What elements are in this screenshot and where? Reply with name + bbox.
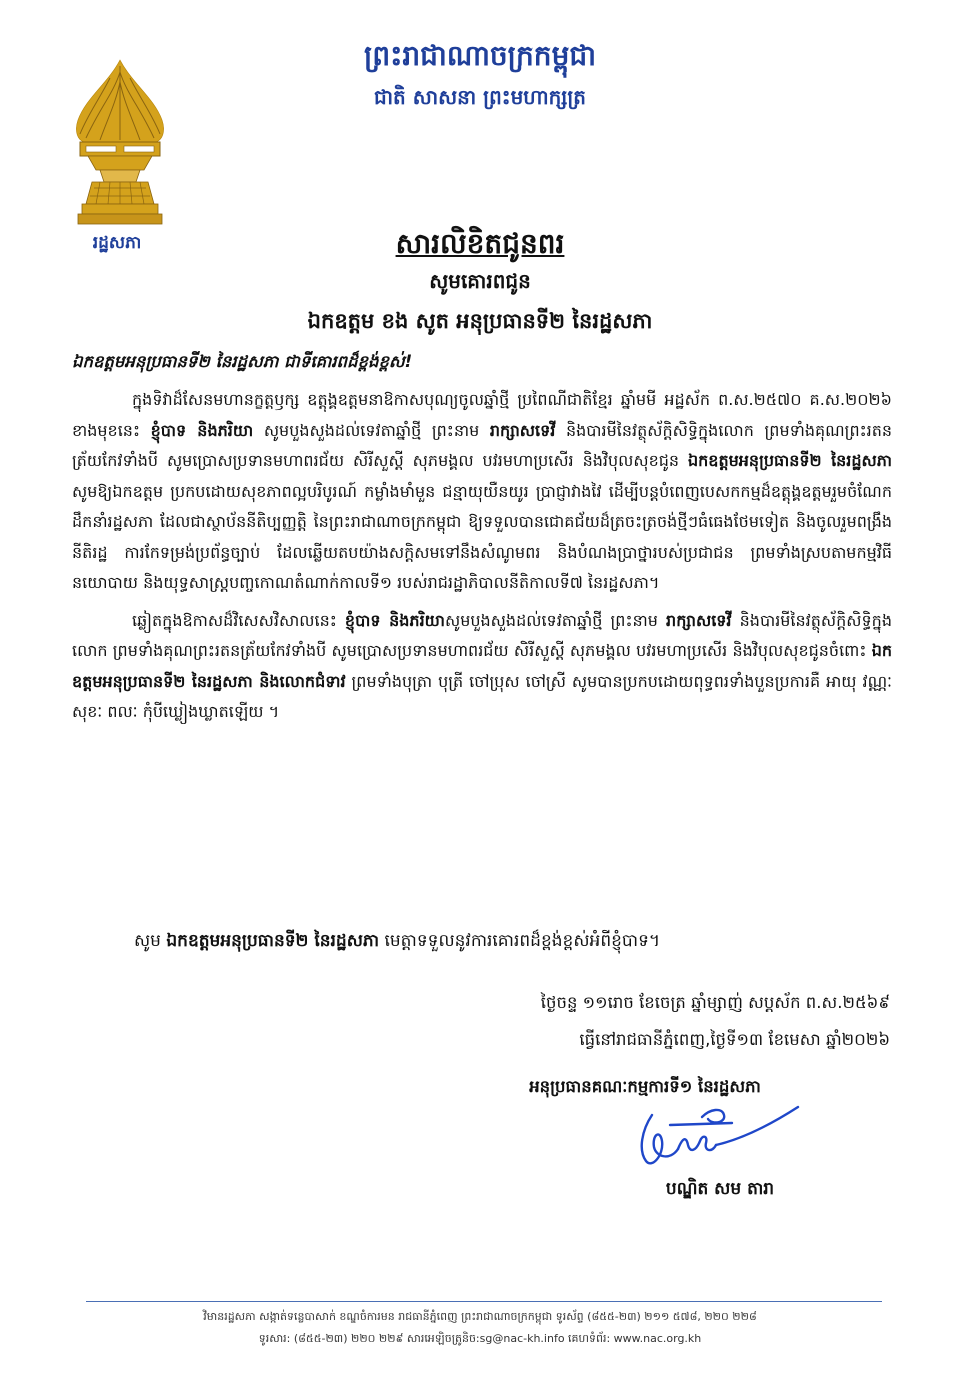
kingdom-heading: ព្រះរាជាណាចក្រកម្ពុជា — [363, 39, 596, 72]
letter-body — [72, 385, 892, 735]
p1-text-4: សូមឱ្យឯកឧត្តម ប្រកបដោយសុខភាពល្អបរិបូរណ៍ កម្លាំងមាំមួន ជន្មាយុយឺនយូរ ប្រាជ្ញាវាងវៃ ដើម្បីបន្តបំពេញបេសកកម្មដ៏ឧត្តុង្គឧត្តមរួមចំណែកដឹកនាំរដ្ឋសភា ដែលជាស្ថាប័ននីតិប្បញ្ញត្តិ នៃព្រះរាជាណាចក្រកម្ពុជា ឱ្យទទួលបានជោគជ័យដ៏ត្រចះត្រចង់ថ្មីៗធំធេងថែមទៀត និងចូលរួមពង្រឹងនីតិរដ្ឋ ការកែទម្រង់ប្រព័ន្ធច្បាប់ ដែលឆ្លើយតបយ៉ាងសក្តិសមទៅនឹងសំណូមពរ និងបំណងប្រាថ្នារបស់ប្រជាជន ព្រមទាំងស្របតាមកម្មវិធីនយោបាយ និងយុទ្ធសាស្ត្របញ្ចកោណតំណាក់កាលទី១ របស់រាជរដ្ឋាភិបាលនីតិកាលទី៧ នៃរដ្ឋសភា។ — [72, 481, 892, 592]
p2-text-2: សូមបួងសួងដល់ទេវតាឆ្នាំថ្មី ព្រះនាម — [444, 610, 667, 630]
p1-text-1: ក្នុងទិវាដ៏សែនមហានក្ខត្តឫក្ស ឧត្តុង្គឧត្តមនាឱកាសបុណ្យចូលឆ្នាំថ្មី ប្រពៃណីជាតិខ្មែរ ឆ្នាំមមី អដ្ឋស័ក ព.ស.២៥៧០ គ.ស.២០២៦ ខាងមុខនេះ — [72, 390, 892, 440]
p1-text-2: សូមបួងសួងដល់ទេវតាឆ្នាំថ្មី ព្រះនាម — [253, 420, 490, 440]
handwritten-signature-icon — [612, 1095, 812, 1185]
p1-bold-2: រាក្សាសទេវី — [489, 420, 556, 440]
addressee-intro: សូមគោរពជូន — [429, 269, 531, 293]
paragraph-1 — [72, 385, 892, 599]
p2-text-1: ឆ្លៀតក្នុងឱកាសដ៏វិសេសវិសាលនេះ — [132, 610, 345, 630]
footer-address: វិមានរដ្ឋសភា សង្កាត់ទន្លេបាសាក់ ខណ្ឌចំការមន រាជធានីភ្នំពេញ ព្រះរាជាណាចក្រកម្ពុជា ទូរស័ព្ទ (៨៥៥-២៣) ២១១ ៥៧៨, ២២០ ២២៨ — [203, 1310, 757, 1323]
place-and-date: ធ្វើនៅរាជធានីភ្នំពេញ,ថ្ងៃទី១៣ ខែមេសា ឆ្នាំ២០២៦ — [579, 1030, 890, 1049]
signer-title: អនុប្រធានគណៈកម្មការទី១ នៃរដ្ឋសភា — [529, 1077, 761, 1096]
p1-bold-1: ខ្ញុំបាទ និងភរិយា — [150, 420, 254, 440]
closing-bold: ឯកឧត្តមអនុប្រធានទី២ នៃរដ្ឋសភា — [166, 931, 380, 951]
logo-label: រដ្ឋសភា — [92, 233, 142, 253]
lunar-date: ថ្ងៃចន្ទ ១១រោច ខែចេត្រ ឆ្នាំម្សាញ់ សប្តស័ក ព.ស.២៥៦៩ — [540, 993, 890, 1012]
senate-emblem-icon — [70, 58, 170, 228]
p2-text-3: និងបារមីនៃវត្ថុស័ក្តិសិទ្ធិក្នុងលោក ព្រមទាំងគុណព្រះរតនត្រ័យកែវទាំងបី សូមប្រោសប្រទានមហាពរជ័យ សិរីសួស្តី សុភមង្គល បវរមហាប្រសើរ និងវិបុលសុខជូនចំពោះ — [72, 610, 892, 660]
footer-contact: ទូរសារ: (៨៥៥-២៣) ២២០ ២២៩ សារអេឡិចត្រូនិច:sg@nac-kh.info គេហទំព័រ: www.nac.org.kh — [258, 1332, 702, 1345]
footer-divider — [86, 1301, 882, 1302]
p2-bold-1: ខ្ញុំបាទ និងភរិយា — [344, 610, 445, 630]
closing-line — [72, 930, 892, 955]
p1-bold-3: ឯកឧត្តមអនុប្រធានទី២ នៃរដ្ឋសភា — [687, 451, 893, 470]
p2-bold-2: រាក្សាសទេវី — [666, 610, 732, 630]
p2-text-4: ព្រមទាំងបុត្រា បុត្រី ចៅប្រុស ចៅស្រី សូមបានប្រកបដោយពុទ្ធពរទាំងបួនប្រការគឺ អាយុ វណ្ណៈ សុខៈ ពលៈ កុំបីឃ្លៀងឃ្លាតឡើយ ។ — [72, 671, 893, 721]
signer-name: បណ្ឌិត សម តារា — [665, 1179, 775, 1199]
addressee-name: ឯកឧត្តម ខង សូត អនុប្រធានទី២ នៃរដ្ឋសភា — [307, 309, 653, 333]
closing-text-2: មេត្តាទទួលនូវការគោរពដ៏ខ្ពង់ខ្ពស់អំពីខ្ញុំបាទ។ — [379, 931, 661, 951]
p2-bold-3: ឯកឧត្តមអនុប្រធានទី២ នៃរដ្ឋសភា និងលោកជំទាវ — [72, 641, 892, 691]
p1-text-3: និងបារមីនៃវត្ថុស័ក្តិសិទ្ធិក្នុងលោក ព្រមទាំងគុណព្រះរតនត្រ័យកែវទាំងបី សូមប្រោសប្រទានមហាពរជ័យ សិរីសួស្តី សុភមង្គល បវរមហាប្រសើរ និងវិបុលសុខជូន — [72, 420, 893, 470]
national-motto: ជាតិ សាសនា ព្រះមហាក្សត្រ — [374, 85, 586, 109]
salutation: ឯកឧត្តមអនុប្រធានទី២ នៃរដ្ឋសភា ជាទីគោរពដ៏ខ្ពង់ខ្ពស់! — [72, 352, 413, 371]
document-title: សារលិខិតជូនពរ — [395, 227, 565, 260]
paragraph-2 — [72, 606, 892, 728]
closing-text-1: សូម — [134, 931, 167, 951]
